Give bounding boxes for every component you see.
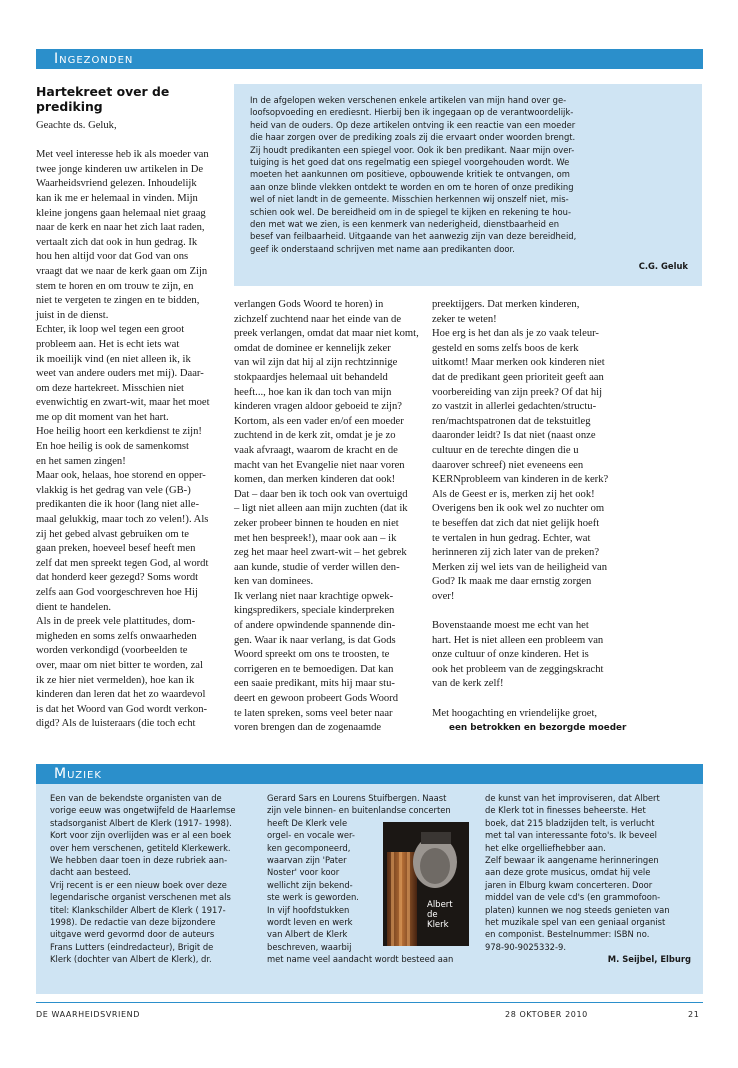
letter-line: vaak afvraagt, waarom de kracht en de <box>234 444 398 456</box>
letter-line: macht van het Evangelie niet naar voren <box>234 459 405 471</box>
letter-column-2 <box>234 298 426 736</box>
letter-line: daaronder leidt? Is dat niet (naast onze <box>432 430 596 442</box>
intro-line: schien ook wel. De bereidheid om in de spiegel te kijken en rekening te hou- <box>250 206 571 217</box>
music-line: wordt leven en werk <box>267 917 353 928</box>
letter-salutation: Geachte ds. Geluk, <box>36 120 117 131</box>
letter-line: zo vastzit in allerlei gedachten/structu- <box>432 401 597 413</box>
letter-line: stokpaardjes helemaal uit behandeld <box>234 371 388 383</box>
letter-line: over, maar om niet bitter te worden, zal <box>36 659 203 671</box>
letter-line: gen. Waar ik naar verlang, is dat Gods <box>234 634 396 646</box>
section-header-ingezonden <box>36 49 703 69</box>
letter-signature <box>432 721 704 736</box>
letter-line: Merken zij wel iets van de heiligheid van <box>432 561 608 573</box>
music-line: dacht aan besteed. <box>50 867 131 878</box>
book-cover-title <box>427 900 453 930</box>
letter-line: zelfs aan God voorgeschreven hoe Hij <box>36 587 198 598</box>
music-line: uitgave werd gevormd door de auteurs <box>50 929 215 940</box>
letter-line: komen, dan merken kinderen dat ook! <box>234 474 396 486</box>
music-column-3 <box>485 792 691 966</box>
music-line: boek, dat 215 bladzijden telt, is verlucht <box>485 817 655 828</box>
intro-line: den met wat we zien, is een kenmerk van nederigheid, dienstbaarheid en <box>250 219 560 230</box>
letter-line: Hoe erg is het dan als je zo vaak teleur- <box>432 328 599 340</box>
letter-line: kleine jongens gaan helemaal niet graag <box>36 207 206 219</box>
intro-line: geef ik onderstaand schrijven met name aan predikanten door. <box>250 243 515 254</box>
intro-line: aan onze blinde vlekken ontdekt te worden en om te horen of onze prediking <box>250 181 574 192</box>
music-line: met name veel aandacht wordt besteed aan <box>267 954 454 965</box>
music-line: Frans Lutters (eindredacteur), Brigit de <box>50 941 214 952</box>
letter-line: ik ze hier niet vermelden), hoe kan ik <box>36 674 195 686</box>
intro-line: moeten het aankunnen om positieve, opbouwende kritiek te ontvangen, om <box>250 169 570 180</box>
letter-line: zeg het maar heel zwart-wit – het gebrek <box>234 547 407 559</box>
intro-line: die haar zorgen over de prediking zoals zij die ervaart onder woorden brengt. <box>250 132 576 143</box>
music-line: en componist. Bestelnummer: ISBN no. <box>485 929 650 940</box>
letter-line: vlakkig is het gedrag van vele (GB-) <box>36 484 191 496</box>
music-line: stadsorganist Albert de Klerk (1917- 1998). <box>50 817 232 828</box>
letter-line: Als in de preek vele plattitudes, dom- <box>36 616 196 628</box>
letter-column-3 <box>432 298 704 736</box>
letter-line: vertaalt zich dat ook in hun gedrag. Ik <box>36 236 198 248</box>
music-line: Gerard Sars en Lourens Stuifbergen. Naast <box>267 793 447 803</box>
letter-line: maal gelukkig, maar toch zo velen!). Als <box>36 514 209 526</box>
music-line: middel van de vele cd's (en grammofoon- <box>485 892 661 903</box>
letter-line: Echter, ik loop wel tegen een groot <box>36 324 185 336</box>
letter-line: van de kerk zelf! <box>432 678 504 690</box>
intro-line: tuiging is het goed dat ons regelmatig een spiegel voorgehouden wordt. We <box>250 157 570 168</box>
music-section <box>36 764 703 994</box>
music-line: In vijf hoofdstukken <box>267 904 350 915</box>
letter-line: hart. Het is niet alleen een probleem van <box>432 634 604 646</box>
letter-line: zeker te weten! <box>432 313 497 325</box>
music-line: het elke orgelliefhebber aan. <box>485 842 606 853</box>
music-line: met tal van interessante foto's. Ik beveel <box>485 830 657 841</box>
letter-line: corrigeren en te bemoedigen. Dat kan <box>234 663 394 675</box>
music-line: ken gecomponeerd, <box>267 842 351 853</box>
letter-line: dat honderd keer gezegd? Soms wordt <box>36 572 199 584</box>
letter-line: digd? Als de luisteraars (die toch echt <box>36 718 196 730</box>
letter-line: is dat het Woord van God wordt verkon- <box>36 703 208 715</box>
letter-line: uitkomt! Maar merken ook kinderen niet <box>432 357 605 369</box>
letter-line: van wil zijn dat hij al zijn rechtzinnige <box>234 357 398 369</box>
letter-line: vraagt dat we naar de kerk gaan om Zijn <box>36 265 208 277</box>
letter-line: Maar ook, helaas, hoe storend en opper- <box>36 470 206 482</box>
music-section-label: Muziek <box>54 766 102 782</box>
music-line: jaren in Elburg kwam concerteren. Door <box>485 879 653 890</box>
footer-date: 28 OKTOBER 2010 <box>505 1010 588 1019</box>
letter-line: gesteld en soms zelfs boos de kerk <box>432 342 579 354</box>
letter-line: juist in de dienst. <box>36 309 109 321</box>
letter-line: of andere opwindende spannende din- <box>234 620 396 632</box>
section-label: Ingezonden <box>54 51 134 67</box>
music-line: We hebben daar toen in deze rubriek aan- <box>50 855 228 866</box>
music-signature: M. Seijbel, Elburg <box>607 954 691 965</box>
letter-line: kinderen dan leren dat het zo waardevol <box>36 689 206 701</box>
letter-line: weet van andere ouders met mij). Daar- <box>36 368 204 380</box>
letter-line: Overigens ben ik ook wel zo nuchter om <box>432 503 605 515</box>
letter-line: dat de predikant geen prioriteit geeft aan <box>432 371 604 383</box>
music-line: ste werk is geworden. <box>267 892 359 903</box>
letter-line: cultuur en de terechte dingen die u <box>432 444 579 456</box>
music-line: Vrij recent is er een nieuw boek over deze <box>50 879 227 890</box>
letter-line: Kortom, als een vader en/of een moeder <box>234 415 404 427</box>
music-line: Klerk (dochter van Albert de Klerk), dr. <box>50 954 212 965</box>
section-header-muziek <box>36 764 703 784</box>
letter-signature-text: een betrokken en bezorgde moeder <box>449 723 627 734</box>
letter-line: ik moeilijk vind (en niet alleen ik, ik <box>36 353 191 365</box>
letter-line: onze cultuur of onze kinderen. Het is <box>432 649 589 661</box>
music-line: titel: Klankschilder Albert de Klerk ( 1917- <box>50 904 226 915</box>
letter-line: voorbereiding van zijn preek? Of dat hij <box>432 386 603 398</box>
music-line: het muzikale spel van een geniaal organist <box>485 917 666 928</box>
letter-column-1 <box>36 119 228 732</box>
letter-line: En hoe heilig is ook de samenkomst <box>36 441 189 453</box>
letter-line: Als de Geest er is, merken zij het ook! <box>432 488 595 500</box>
letter-line: ken van dominees. <box>234 576 314 588</box>
intro-box <box>234 84 702 286</box>
letter-line: te beseffen dat zich dat niet gelijk hoeft <box>432 517 600 529</box>
music-line: Noster' voor koor <box>267 867 340 878</box>
music-line: de Klerk tot in finesses beheerste. Het <box>485 805 646 816</box>
music-line: platen) kunnen we nog steeds genieten van <box>485 904 670 915</box>
letter-line: omdat de dominee er kennelijk zeker <box>234 342 391 354</box>
letter-line: herinneren zij zich later van de preken? <box>432 547 600 559</box>
letter-line: worden verkondigd (voorbeelden te <box>36 645 188 657</box>
letter-line: Bovenstaande moest me echt van het <box>432 620 589 632</box>
letter-line: aan kunde, studie of verder willen den- <box>234 561 400 573</box>
letter-line: met hen bespreek!), maar ook aan – ik <box>234 532 397 544</box>
letter-line: te laten spreken, soms veel beter naar <box>234 707 393 719</box>
music-line: de kunst van het improviseren, dat Albert <box>485 793 660 803</box>
music-line: Kort voor zijn overlijden was er al een boek <box>50 830 232 841</box>
intro-text <box>250 94 690 255</box>
letter-closing: Met hoogachting en vriendelijke groet, <box>432 707 598 719</box>
intro-line: besef van feilbaarheid. Uitgaande van het aanwezig zijn van deze bereidheid, <box>250 231 577 242</box>
letter-line: dient te handelen. <box>36 601 112 613</box>
music-line: orgel- en vocale wer- <box>267 830 355 841</box>
letter-line: migheden en soms zelfs onwaarheden <box>36 630 197 642</box>
music-line: legendarische organist verschenen met als <box>50 892 231 903</box>
music-line: vorige eeuw was ongetwijfeld de Haarlemse <box>50 805 236 816</box>
letter-line: zelf dat men spreekt tegen God, al wordt <box>36 557 209 569</box>
letter-line: een saaie predikant, mits hij maar stu- <box>234 678 395 690</box>
book-cover-title-line: de <box>427 910 438 920</box>
music-line: 978-90-9025332-9. <box>485 941 566 952</box>
letter-line: te vertalen in hun gedrag. Echter, wat <box>432 532 591 544</box>
book-cover-title-line: Albert <box>427 900 453 910</box>
letter-line: hou hen altijd voor dat God van ons <box>36 251 189 263</box>
letter-line: kingspredikers, speciale kinderpreken <box>234 605 395 617</box>
letter-line: zuchtend in de kerk zit, omdat je je zo <box>234 430 396 442</box>
letter-line: Woord spreekt om ons te troosten, te <box>234 649 390 661</box>
music-line: wellicht zijn bekend- <box>267 879 353 890</box>
letter-line: en het samen zingen! <box>36 455 126 467</box>
music-column-1 <box>50 792 260 966</box>
letter-line: zichzelf zuchtend naar het einde van de <box>234 313 402 325</box>
music-line: over hem verschenen, getiteld Klerkewerk. <box>50 842 231 853</box>
letter-line: verlangen Gods Woord te horen) in <box>234 299 384 310</box>
music-line: zijn vele binnen- en buitenlandse concerten <box>267 805 451 816</box>
letter-line: deert en gewoon probeert Gods Woord <box>234 693 398 705</box>
letter-line: God? Ik maak me daar ernstig zorgen <box>432 576 592 588</box>
letter-line: Met veel interesse heb ik als moeder van <box>36 149 209 161</box>
intro-line: In de afgelopen weken verschenen enkele artikelen van mijn hand over ge- <box>250 95 567 105</box>
music-line: Zelf bewaar ik aangename herinneringen <box>485 855 659 866</box>
letter-line: preek verlangen, omdat dat maar niet komt, <box>234 328 419 340</box>
article-headline: Hartekreet over de prediking <box>36 84 170 114</box>
music-line: 1998). De redactie van deze bijzondere <box>50 917 216 928</box>
letter-line: Waarheidsvriend gelezen. Inhoudelijk <box>36 178 197 190</box>
letter-line: stem te horen en om trouw te zijn, en <box>36 280 194 292</box>
letter-line: niet te vergeten te zingen en te bidden, <box>36 295 200 307</box>
letter-line: Ik verlang niet naar krachtige opwek- <box>234 590 394 602</box>
intro-signature: C.G. Geluk <box>638 261 688 271</box>
letter-line: zeker probeer binnen te houden en niet <box>234 517 399 529</box>
letter-line: zij het gebed alvast gebruiken om te <box>36 528 189 540</box>
footer-page-number: 21 <box>688 1010 700 1019</box>
letter-line: voren brengen dan de zogenaamde <box>234 722 382 734</box>
letter-line: Hoe heilig hoort een kerkdienst te zijn! <box>36 426 202 438</box>
footer-publication: DE WAARHEIDSVRIEND <box>36 1010 141 1019</box>
music-line: heeft De Klerk vele <box>267 817 348 828</box>
letter-line: ren/machtspatronen dat de tekstuitleg <box>432 415 591 427</box>
letter-line: gaan preken, hoeveel besef heeft men <box>36 543 196 555</box>
letter-line: Dat – daar ben ik toch ook van overtuigd <box>234 488 408 500</box>
letter-line: predikanten die ik hoor (lang niet alle- <box>36 499 199 511</box>
music-line: van Albert de Klerk <box>267 929 348 940</box>
music-line: beschreven, waarbij <box>267 941 352 952</box>
book-cover-image <box>383 822 469 946</box>
intro-line: Zij houdt predikanten een spiegel voor. Ook ik ben predikant. Naar mijn over- <box>250 144 575 155</box>
letter-line: KERNprobleem van kinderen in de kerk? <box>432 474 609 486</box>
letter-line: ook het probleem van de zeggingskracht <box>432 663 604 675</box>
letter-line: – ligt niet alleen aan mijn zuchten (dat ik <box>234 503 408 515</box>
organ-portrait-illustration <box>383 822 469 946</box>
letter-line: daarover schreef) niet eveneens een <box>432 459 584 471</box>
music-line: waarvan zijn 'Pater <box>267 855 347 866</box>
letter-line: kan ik me er helemaal in vinden. Mijn <box>36 192 198 204</box>
footer-rule <box>36 1002 703 1003</box>
book-cover-title-line: Klerk <box>427 920 449 930</box>
intro-line: loofsopvoeding en erediesnt. Hierbij ben ik ingegaan op de verantwoordelijk- <box>250 107 574 118</box>
letter-line: kinderen vragen aldoor geboeid te zijn? <box>234 401 402 413</box>
music-line: Een van de bekendste organisten van de <box>50 793 222 803</box>
letter-line: probleem aan. Het is echt iets wat <box>36 338 180 350</box>
intro-line: heid van de ouders. Op deze artikelen ontving ik een reactie van een moeder <box>250 119 576 130</box>
letter-line: preektijgers. Dat merken kinderen, <box>432 299 580 310</box>
letter-line: twee jonge kinderen uw artikelen in De <box>36 163 204 175</box>
letter-line: over! <box>432 590 455 602</box>
letter-line: me op dit moment van het hart. <box>36 411 169 423</box>
letter-line: heeft..., hoe kan ik dan toch van mijn <box>234 386 392 398</box>
intro-line: wel of niet landt in de gemeente. Misschien herkennen wij onszelf niet, mis- <box>250 194 569 205</box>
music-line: aan deze grote musicus, omdat hij vele <box>485 867 651 878</box>
letter-line: naar de kerk en naar het zich laat raden, <box>36 222 205 234</box>
letter-line: evenwichtig en zwart-wit, maar het moet <box>36 397 210 409</box>
letter-line: om deze hartekreet. Misschien niet <box>36 382 184 394</box>
